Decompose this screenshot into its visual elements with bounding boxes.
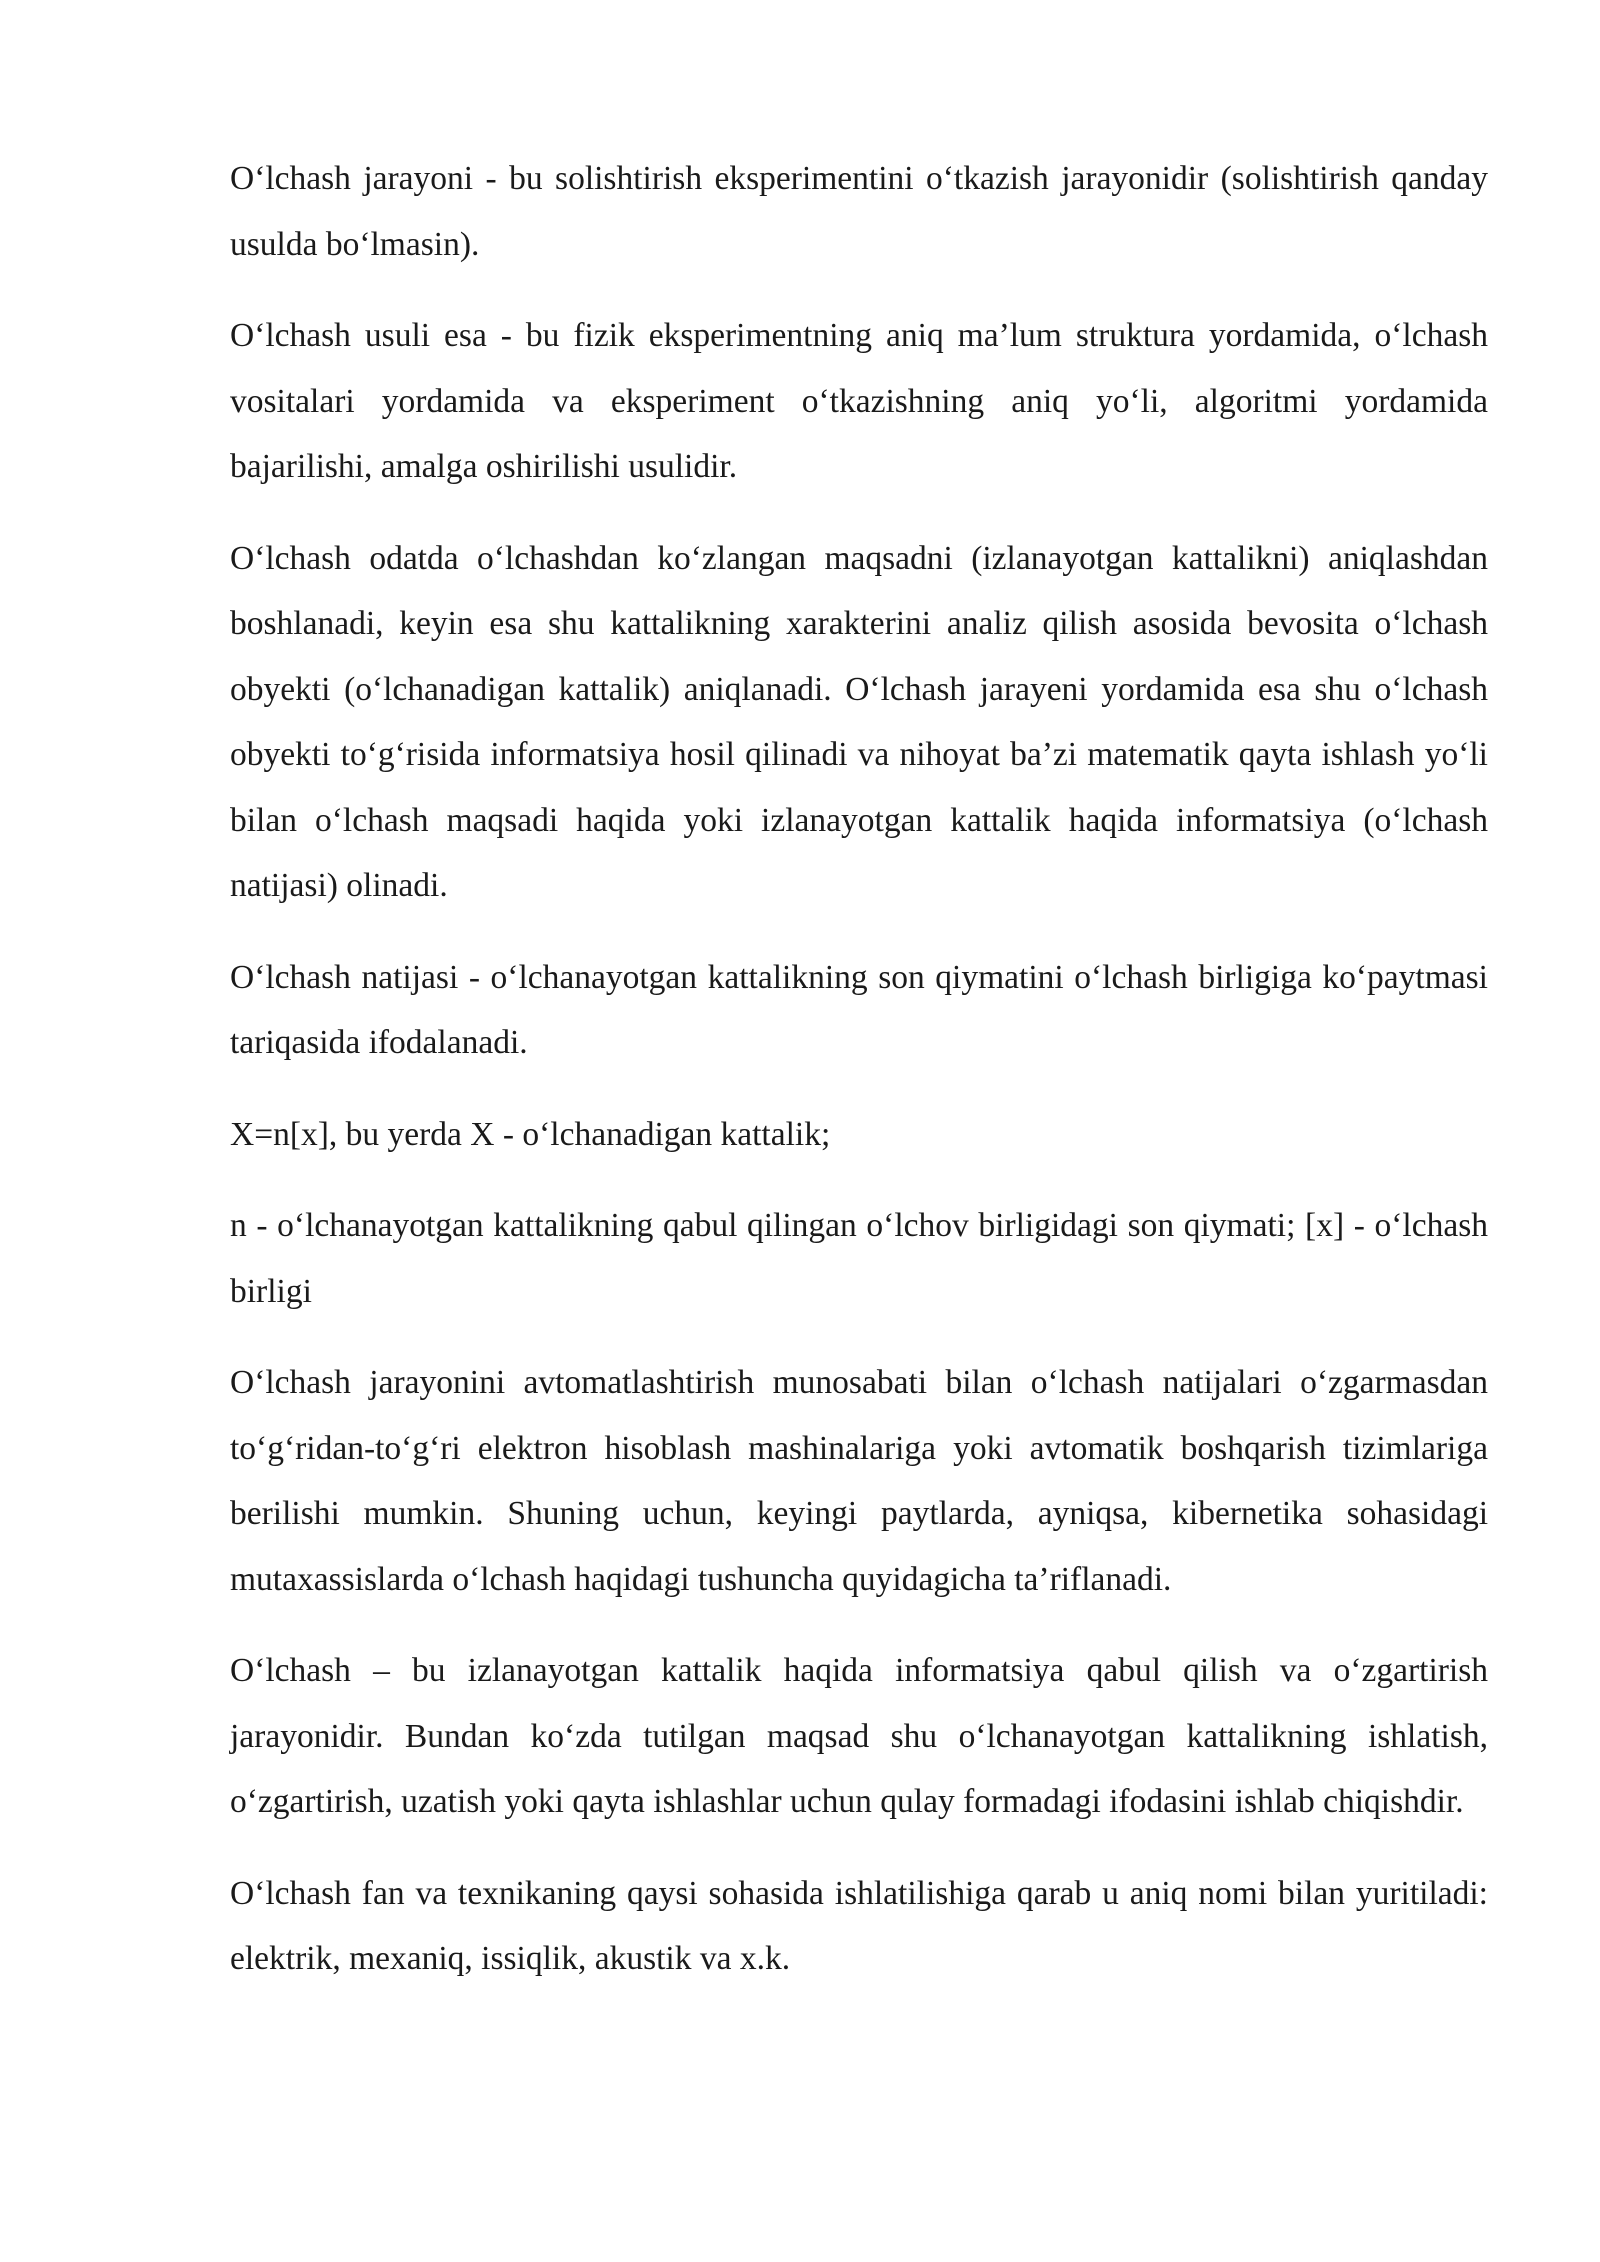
paragraph-formula-explanation: n - o‘lchanayotgan kattalikning qabul qilingan o‘lchov birligidagi son qiymati; [x] - o‘lchash birligi bbox=[230, 1207, 1488, 1310]
paragraph-automation: O‘lchash jarayonini avtomatlashtirish munosabati bilan o‘lchash natijalari o‘zgarmasdan to‘g‘ridan-to‘g‘ri elektron hisoblash mashinalariga yoki avtomatik boshqarish tizimlariga berilishi mumkin. Shuning uchun, keyingi paytlarda, ayniqsa, kibernetika sohasidagi mutaxassislarda o‘lchash haqidagi tushuncha quyidagicha ta’riflanadi. bbox=[230, 1364, 1488, 1598]
paragraph-measurement-process: O‘lchash jarayoni - bu solishtirish eksperimentini o‘tkazish jarayonidir (solishtirish qanday usulda bo‘lmasin). bbox=[230, 160, 1488, 263]
paragraph-measurement-method: O‘lchash usuli esa - bu fizik eksperimentning aniq ma’lum struktura yordamida, o‘lchash vositalari yordamida va eksperiment o‘tkazishning aniq yo‘li, algoritmi yordamida bajarilishi, amalga oshirilishi usulidir. bbox=[230, 317, 1488, 485]
paragraph-definition: O‘lchash – bu izlanayotgan kattalik haqida informatsiya qabul qilish va o‘zgartirish jarayonidir. Bundan ko‘zda tutilgan maqsad shu o‘lchanayotgan kattalikning ishlatish, o‘zgartirish, uzatish yoki qayta ishlashlar uchun qulay formadagi ifodasini ishlab chiqishdir. bbox=[230, 1652, 1488, 1820]
paragraph-formula: X=n[x], bu yerda X - o‘lchanadigan kattalik; bbox=[230, 1115, 831, 1153]
document-page bbox=[230, 146, 1488, 2018]
paragraph-fields: O‘lchash fan va texnikaning qaysi sohasida ishlatilishiga qarab u aniq nomi bilan yuritiladi: elektrik, mexaniq, issiqlik, akustik va x.k. bbox=[230, 1874, 1488, 1977]
paragraph-measurement-result: O‘lchash natijasi - o‘lchanayotgan kattalikning son qiymatini o‘lchash birligiga ko‘paytmasi tariqasida ifodalanadi. bbox=[230, 958, 1488, 1061]
paragraph-measurement-steps: O‘lchash odatda o‘lchashdan ko‘zlangan maqsadni (izlanayotgan kattalikni) aniqlashdan boshlanadi, keyin esa shu kattalikning xarakterini analiz qilish asosida bevosita o‘lchash obyekti (o‘lchanadigan kattalik) aniqlanadi. O‘lchash jarayeni yordamida esa shu o‘lchash obyekti to‘g‘risida informatsiya hosil qilinadi va nihoyat ba’zi matematik qayta ishlash yo‘li bilan o‘lchash maqsadi haqida yoki izlanayotgan kattalik haqida informatsiya (o‘lchash natijasi) olinadi. bbox=[230, 539, 1488, 904]
